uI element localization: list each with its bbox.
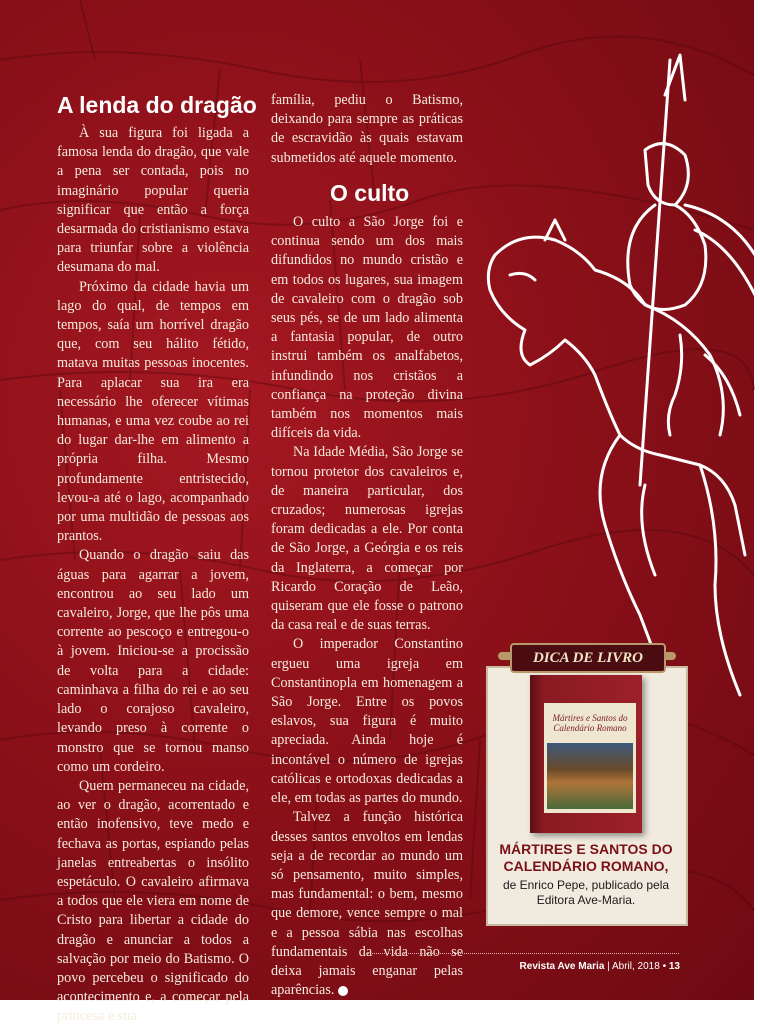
paragraph: Próximo da cidade havia um lago do qual, de tempos em tempos, saía um horrível dragão que, com seu hálito fétido, matava muitas pessoas inocentes. Para aplacar sua ira era necessário lhe oferecer vítimas humanas, e uma vez coube ao rei do lugar dar-lhe em alimento a própria filha. Mesmo profundamente entristecido, levou-a até o lago, acompanhado por uma multidão de pessoas aos prantos.: [57, 278, 249, 545]
book-tip-banner: DICA DE LIVRO: [510, 643, 666, 673]
book-title: MÁRTIRES E SANTOS DO CALENDÁRIO ROMANO,: [499, 841, 673, 874]
paragraph: Quem permaneceu na cidade, ao ver o dragão, acorrentado e então inofensivo, teve medo e fechava as portas, espiando pelas janelas entreabertas o insólito espetáculo. O cavaleiro afirmava a todos que ele viera em nome de Cristo para libertar a cidade do dragão e anunciar a todos a salvação por meio do Batismo. O povo percebeu o significado do acontecimento e, a começar pela princesa e sua: [57, 777, 249, 1025]
paragraph-text: Talvez a função histórica desses santos envoltos em lendas seja a de recordar ao mundo um só pensamento, muito simples, mas fundamental: o bem, mesmo que demore, vence sempre o mal e a pessoa sábia nas escolhas fundamentais da vida não se deixa jamais enganar pelas aparências.: [271, 809, 463, 999]
paragraph-continued: família, pediu o Batismo, deixando para sempre as práticas de escravidão às quais estavam submetidos até aquele momento.: [271, 92, 463, 166]
paragraph: O imperador Constantino ergueu uma igreja em Constantinopla em homenagem a São Jorge. Entre os povos eslavos, sua figura é muito apreciada. Ainda hoje é incontável o número de igrejas católicas e ortodoxas dedicadas a ele, em todas as partes do mundo.: [271, 636, 463, 807]
heading-cult: O culto: [330, 180, 410, 206]
paragraph: O culto a São Jorge foi e continua sendo um dos mais difundidos no mundo cristão e em todos os lugares, sua imagem de cavaleiro com o dragão sob seus pés, se de um lado alimenta a fantasia popular, de outro instrui também os analfabetos, infundindo nos cristãos a confiança na proteção divina também nos momentos mais difíceis da vida.: [271, 214, 463, 442]
page-number: 13: [668, 961, 680, 972]
column-right: [271, 213, 463, 1000]
book-credit: de Enrico Pepe, publicado pela Editora Ave-Maria.: [502, 878, 670, 907]
end-mark-icon: [338, 986, 348, 996]
issue-date: | Abril, 2018 •: [607, 961, 667, 972]
book-cover-painting: [547, 743, 633, 809]
paragraph: [271, 808, 463, 1000]
paragraph: Na Idade Média, São Jorge se tornou protetor dos cavaleiros e, de maneira particular, dos cruzados; numerosas igrejas foram dedicadas a ele. Por conta de São Jorge, a Geórgia e os reis da Inglaterra, a começar por Ricardo Coração de Leão, quiseram que ele fosse o patrono da casa real e de suas terras.: [271, 444, 463, 634]
page-footer: [500, 961, 680, 972]
book-cover-title: Mártires e Santos do Calendário Romano: [552, 713, 628, 733]
paragraph: Quando o dragão saiu das águas para agarrar a jovem, encontrou ao seu lado um cavaleiro, Jorge, que lhe pôs uma corrente ao pescoço e entregou-o à jovem. Iniciou-se a procissão de volta para a cidade: caminhava a filha do rei e ao seu lado o corajoso cavaleiro, levando preso à corrente o monstro que se tornou manso como um cordeiro.: [57, 547, 249, 775]
heading-dragon-legend: A lenda do dragão: [57, 92, 257, 118]
column-right-top: [271, 91, 463, 168]
magazine-name: Revista Ave Maria: [519, 961, 605, 972]
paragraph: À sua figura foi ligada a famosa lenda do dragão, que vale a pena ser contada, pois no imaginário popular queria significar que então a força desarmada do cristianismo estava para triunfar sobre a violência desumana do mal.: [57, 125, 249, 276]
footer-divider: [363, 953, 679, 954]
book-cover-image: [530, 675, 642, 833]
column-left: [57, 124, 249, 1027]
